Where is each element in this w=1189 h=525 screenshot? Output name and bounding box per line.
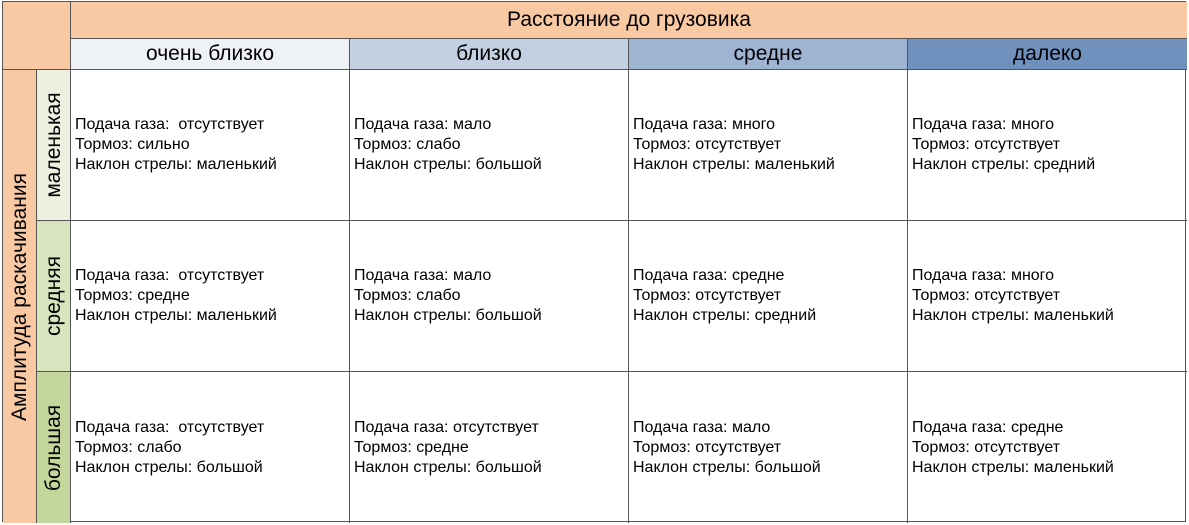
brake-text: Тормоз: слабо — [354, 136, 461, 153]
tilt-text: Наклон стрелы: большой — [633, 458, 821, 476]
tilt-text: Наклон стрелы: средний — [912, 156, 1096, 173]
rule-cell — [908, 70, 1187, 221]
brake-text: Тормоз: отсутствует — [633, 136, 782, 153]
distance-header-label: Расстояние до грузовика — [507, 8, 751, 31]
brake-text: Тормоз: отсутствует — [912, 438, 1061, 456]
brake-text: Тормоз: отсутствует — [633, 438, 782, 456]
tilt-text: Наклон стрелы: маленький — [75, 156, 277, 173]
row-header-large — [37, 372, 71, 523]
gas-text: Подача газа: отсутствует — [75, 418, 265, 436]
brake-text: Тормоз: отсутствует — [912, 287, 1061, 304]
rule-table — [2, 1, 1186, 522]
tilt-text: Наклон стрелы: маленький — [75, 307, 277, 324]
gas-text: Подача газа: много — [912, 267, 1055, 284]
gas-text: Подача газа: мало — [354, 116, 492, 133]
gas-text: Подача газа: много — [912, 116, 1055, 133]
row-header-label: средняя — [41, 256, 65, 336]
gas-text: Подача газа: средне — [912, 418, 1064, 436]
amplitude-header-label: Амплитуда раскачивания — [7, 172, 31, 421]
rule-cell — [350, 221, 629, 372]
table-corner — [3, 2, 71, 70]
brake-text: Тормоз: средне — [354, 438, 469, 456]
column-header-medium — [629, 39, 908, 70]
row-header-label: большая — [41, 404, 65, 491]
tilt-text: Наклон стрелы: большой — [354, 307, 542, 324]
rule-cell — [71, 70, 350, 221]
brake-text: Тормоз: отсутствует — [912, 136, 1061, 153]
gas-text: Подача газа: много — [633, 116, 776, 133]
row-header-small — [37, 70, 71, 221]
rule-cell — [908, 372, 1187, 523]
brake-text: Тормоз: слабо — [75, 438, 182, 456]
rule-cell — [71, 372, 350, 523]
tilt-text: Наклон стрелы: большой — [354, 458, 542, 476]
rule-cell — [350, 70, 629, 221]
tilt-text: Наклон стрелы: большой — [354, 156, 542, 173]
brake-text: Тормоз: сильно — [75, 136, 190, 153]
brake-text: Тормоз: отсутствует — [633, 287, 782, 304]
row-header-label: маленькая — [41, 92, 65, 198]
gas-text: Подача газа: отсутствует — [75, 267, 265, 284]
column-header-very-close — [71, 39, 350, 70]
row-header-medium — [37, 221, 71, 372]
gas-text: Подача газа: средне — [633, 267, 785, 284]
gas-text: Подача газа: мало — [354, 267, 492, 284]
column-header-label: очень близко — [145, 42, 274, 65]
gas-text: Подача газа: отсутствует — [75, 116, 265, 133]
tilt-text: Наклон стрелы: средний — [633, 307, 817, 324]
amplitude-header — [3, 70, 37, 523]
tilt-text: Наклон стрелы: маленький — [912, 307, 1114, 324]
rule-cell — [629, 372, 908, 523]
gas-text: Подача газа: мало — [633, 418, 771, 436]
column-header-label: средне — [733, 42, 803, 65]
distance-header — [71, 2, 1187, 39]
tilt-text: Наклон стрелы: большой — [75, 458, 263, 476]
rule-cell — [908, 221, 1187, 372]
gas-text: Подача газа: отсутствует — [354, 418, 539, 436]
rule-cell — [629, 221, 908, 372]
column-header-close — [350, 39, 629, 70]
column-header-label: близко — [456, 42, 522, 65]
rule-cell — [350, 372, 629, 523]
rule-cell — [629, 70, 908, 221]
column-header-far — [908, 39, 1187, 70]
rule-cell — [71, 221, 350, 372]
column-header-label: далеко — [1013, 42, 1082, 65]
tilt-text: Наклон стрелы: маленький — [633, 156, 835, 173]
brake-text: Тормоз: средне — [75, 287, 190, 304]
brake-text: Тормоз: слабо — [354, 287, 461, 304]
tilt-text: Наклон стрелы: маленький — [912, 458, 1114, 476]
